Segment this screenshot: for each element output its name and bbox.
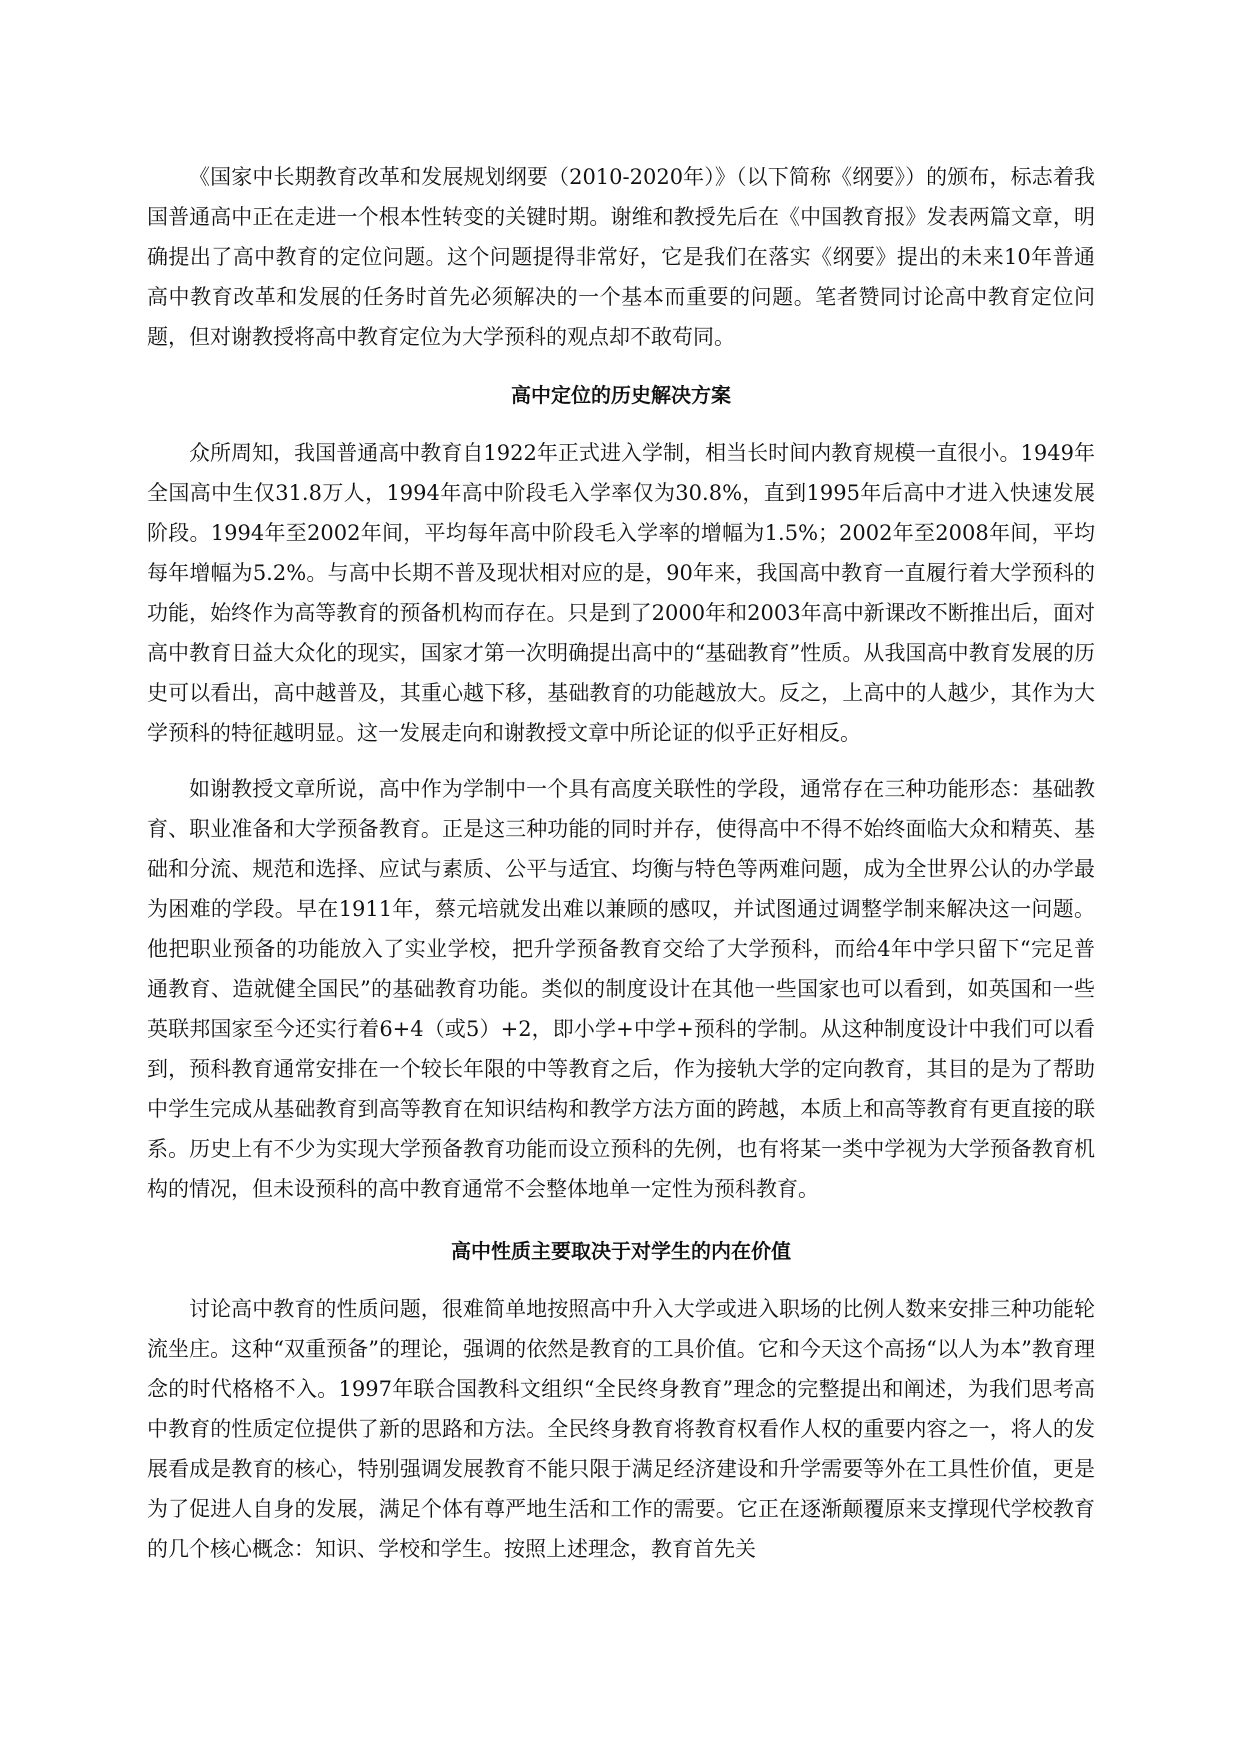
section-heading-history: 高中定位的历史解决方案 [511, 383, 731, 407]
section1-paragraph-2: 如谢教授文章所说，高中作为学制中一个具有高度关联性的学段，通常存在三种功能形态：基础教育、职业准备和大学预备教育。正是这三种功能的同时并存，使得高中不得不始终面临大众和精英、基础和分流、规范和选择、应试与素质、公平与适宜、均衡与特色等两难问题，成为全世界公认的办学最为困难的学段。早在1911年，蔡元培就发出难以兼顾的感叹，并试图通过调整学制来解决这一问题。他把职业预备的功能放入了实业学校，把升学预备教育交给了大学预科，而给4年中学只留下“完足普通教育、造就健全国民”的基础教育功能。类似的制度设计在其他一些国家也可以看到，如英国和一些英联邦国家至今还实行着6+4（或5）+2，即小学+中学+预科的学制。从这种制度设计中我们可以看到，预科教育通常安排在一个较长年限的中等教育之后，作为接轨大学的定向教育，其目的是为了帮助中学生完成从基础教育到高等教育在知识结构和教学方法方面的跨越，本质上和高等教育有更直接的联系。历史上有不少为实现大学预备教育功能而设立预科的先例，也有将某一类中学视为大学预备教育机构的情况，但未设预科的高中教育通常不会整体地单一定性为预科教育。 [147, 777, 1095, 1201]
section-heading-nature: 高中性质主要取决于对学生的内在价值 [451, 1239, 791, 1263]
intro-paragraph: 《国家中长期教育改革和发展规划纲要（2010-2020年）》（以下简称《纲要》）的颁布，标志着我国普通高中正在走进一个根本性转变的关键时期。谢维和教授先后在《中国教育报》发表两篇文章，明确提出了高中教育的定位问题。这个问题提得非常好，它是我们在落实《纲要》提出的未来10年普通高中教育改革和发展的任务时首先必须解决的一个基本而重要的问题。笔者赞同讨论高中教育定位问题，但对谢教授将高中教育定位为大学预科的观点却不敢苟同。 [147, 165, 1095, 349]
section2-paragraph-1: 讨论高中教育的性质问题，很难简单地按照高中升入大学或进入职场的比例人数来安排三种功能轮流坐庄。这种“双重预备”的理论，强调的依然是教育的工具价值。它和今天这个高扬“以人为本”教育理念的时代格格不入。1997年联合国教科文组织“全民终身教育”理念的完整提出和阐述，为我们思考高中教育的性质定位提供了新的思路和方法。全民终身教育将教育权看作人权的重要内容之一，将人的发展看成是教育的核心，特别强调发展教育不能只限于满足经济建设和升学需要等外在工具性价值，更是为了促进人自身的发展，满足个体有尊严地生活和工作的需要。它正在逐渐颠覆原来支撑现代学校教育的几个核心概念：知识、学校和学生。按照上述理念，教育首先关 [147, 1297, 1095, 1561]
document-body [147, 157, 1095, 1569]
section1-paragraph-1: 众所周知，我国普通高中教育自1922年正式进入学制，相当长时间内教育规模一直很小。1949年全国高中生仅31.8万人，1994年高中阶段毛入学率仅为30.8%，直到1995年后高中才进入快速发展阶段。1994年至2002年间，平均每年高中阶段毛入学率的增幅为1.5%；2002年至2008年间，平均每年增幅为5.2%。与高中长期不普及现状相对应的是，90年来，我国高中教育一直履行着大学预科的功能，始终作为高等教育的预备机构而存在。只是到了2000年和2003年高中新课改不断推出后，面对高中教育日益大众化的现实，国家才第一次明确提出高中的“基础教育”性质。从我国高中教育发展的历史可以看出，高中越普及，其重心越下移，基础教育的功能越放大。反之，上高中的人越少，其作为大学预科的特征越明显。这一发展走向和谢教授文章中所论证的似乎正好相反。 [147, 441, 1095, 745]
